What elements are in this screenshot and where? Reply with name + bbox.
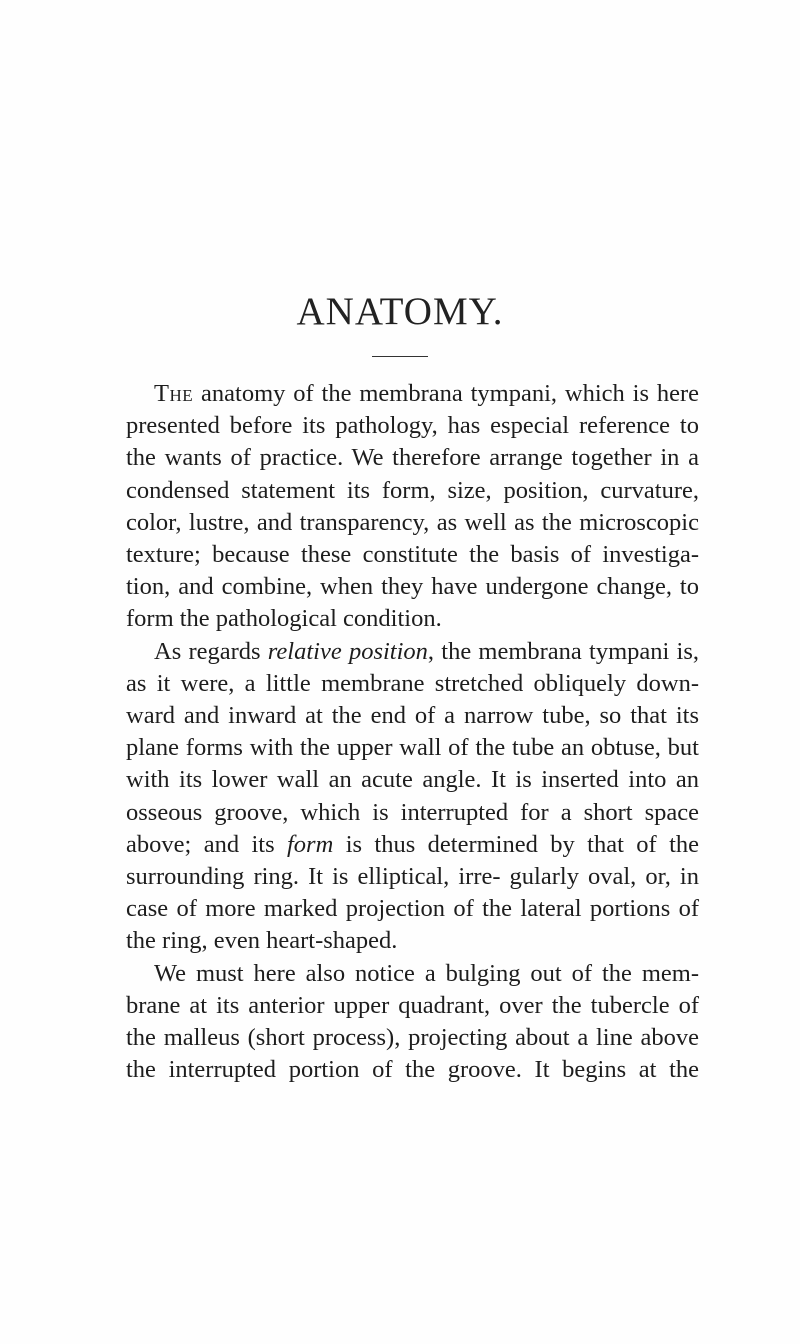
paragraph-position-end: is thus determined by that of the surrounding ring. It is elliptical, irre- gularly oval, or, in case of more marked projection of the lateral portions of the ring, even heart-shaped. <box>126 830 699 955</box>
chapter-heading: ANATOMY. <box>296 290 504 333</box>
italic-term-form: form <box>287 830 334 858</box>
paragraph-position-middle: , the membrana tympani is, as it were, a little membrane stretched obliquely down- ward and inward at the end of a narrow tube, so that its plane forms with the upper wall of the tube an obtuse, but with its lower wall an acute angle. It is inserted into an osseous groove, which is interrupted for a short space above; and its <box>126 637 700 858</box>
paragraph-intro <box>126 378 699 636</box>
paragraph-bulging <box>126 958 699 1087</box>
paragraph-intro-text: anatomy of the membrana tympani, which is here presented before its pathology, has especial reference to the wants of practice. We therefore arrange together in a condensed statement its form, size, position, curvature, color, lustre, and transparency, as well as the microscopic texture; because these constitute the basis of investiga- tion, and combine, when they have undergone change, to form the pathological condition. <box>126 380 700 633</box>
paragraph-bulging-text: We must here also notice a bulging out of the mem- brane at its anterior upper quadrant, over the tubercle of the malleus (short process), projecting about a line above the interrupted portion of the groove. It begins at the <box>126 959 699 1084</box>
paragraph-lead-word: The <box>154 380 194 407</box>
paragraph-position-start: As regards <box>154 637 261 665</box>
heading-divider <box>372 356 428 357</box>
italic-term-relative-position: relative position <box>267 637 428 665</box>
body-text <box>126 378 699 1086</box>
paragraph-position <box>126 636 699 958</box>
